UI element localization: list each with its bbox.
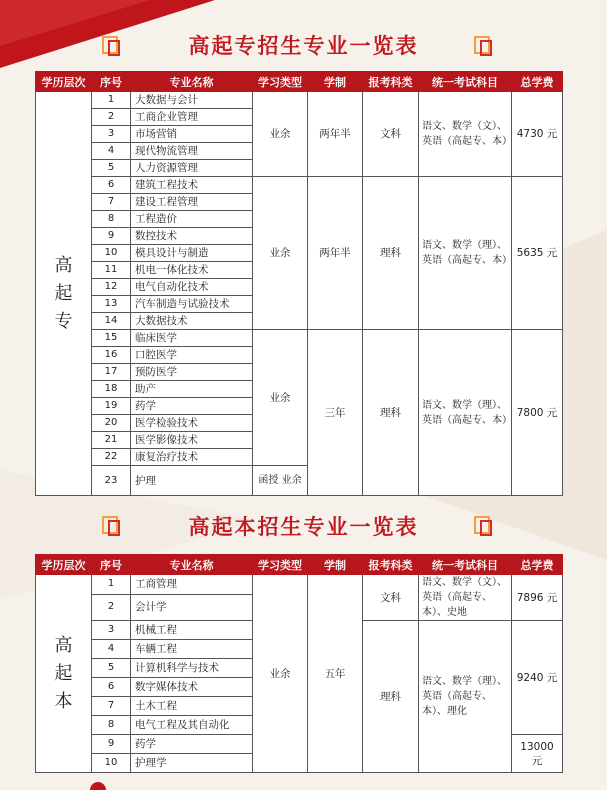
header-level: 学历层次 <box>36 555 92 575</box>
header-fee: 总学费 <box>512 555 563 575</box>
major-no: 6 <box>92 177 131 194</box>
study-type: 函授 业余 <box>253 466 308 496</box>
major-name: 人力资源管理 <box>131 160 253 177</box>
exam-subjects: 语文、数学（文）、英语（高起专、本）、史地 <box>419 575 512 621</box>
header-study-type: 学习类型 <box>253 72 308 92</box>
study-type: 业余 <box>253 177 308 330</box>
total-fee: 5635 元 <box>512 177 563 330</box>
title-ornament-right <box>474 516 496 538</box>
major-name: 工商管理 <box>131 575 253 595</box>
major-no: 1 <box>92 575 131 595</box>
total-fee: 4730 元 <box>512 92 563 177</box>
total-fee: 9240 元 <box>512 621 563 735</box>
total-fee: 13000 元 <box>512 735 563 773</box>
header-no: 序号 <box>92 72 131 92</box>
major-name: 建设工程管理 <box>131 194 253 211</box>
category: 理科 <box>363 330 419 496</box>
major-no: 23 <box>92 466 131 496</box>
major-no: 7 <box>92 194 131 211</box>
major-name: 医学影像技术 <box>131 432 253 449</box>
study-type: 业余 <box>253 92 308 177</box>
major-no: 3 <box>92 126 131 143</box>
major-name: 口腔医学 <box>131 347 253 364</box>
header-duration: 学制 <box>308 72 363 92</box>
zhuan-major-table <box>35 71 563 496</box>
major-no: 10 <box>92 245 131 262</box>
table-row <box>36 330 563 347</box>
major-no: 4 <box>92 640 131 659</box>
major-no: 5 <box>92 659 131 678</box>
zhuan-title-text: 高起专招生专业一览表 <box>188 34 419 58</box>
header-subjects: 统一考试科目 <box>419 72 512 92</box>
major-name: 助产 <box>131 381 253 398</box>
category: 理科 <box>363 621 419 773</box>
major-no: 4 <box>92 143 131 160</box>
header-category: 报考科类 <box>363 555 419 575</box>
major-name: 医学检验技术 <box>131 415 253 432</box>
major-no: 10 <box>92 754 131 773</box>
major-no: 13 <box>92 296 131 313</box>
study-type: 业余 <box>253 330 308 466</box>
major-name: 电气自动化技术 <box>131 279 253 296</box>
major-name: 市场营销 <box>131 126 253 143</box>
zhuan-title <box>0 27 607 63</box>
table-row <box>36 177 563 194</box>
major-name: 临床医学 <box>131 330 253 347</box>
study-type: 业余 <box>253 575 308 773</box>
table-header-row <box>36 72 563 92</box>
major-no: 7 <box>92 697 131 716</box>
major-no: 2 <box>92 594 131 620</box>
duration: 两年半 <box>308 177 363 330</box>
duration: 两年半 <box>308 92 363 177</box>
major-name: 工程造价 <box>131 211 253 228</box>
ben-title-text: 高起本招生专业一览表 <box>188 515 419 539</box>
header-no: 序号 <box>92 555 131 575</box>
level-cell <box>36 575 92 773</box>
major-name: 药学 <box>131 398 253 415</box>
header-major: 专业名称 <box>131 555 253 575</box>
level-cell <box>36 92 92 496</box>
ben-title <box>0 508 607 544</box>
major-name: 模具设计与制造 <box>131 245 253 262</box>
title-ornament-right <box>474 36 496 58</box>
major-no: 9 <box>92 735 131 754</box>
major-no: 8 <box>92 716 131 735</box>
exam-subjects: 语文、数学（文）、英语（高起专、本） <box>419 92 512 177</box>
category: 理科 <box>363 177 419 330</box>
major-no: 5 <box>92 160 131 177</box>
major-name: 车辆工程 <box>131 640 253 659</box>
duration: 三年 <box>308 330 363 496</box>
major-no: 19 <box>92 398 131 415</box>
major-no: 15 <box>92 330 131 347</box>
major-name: 电气工程及其自动化 <box>131 716 253 735</box>
major-name: 土木工程 <box>131 697 253 716</box>
major-name: 康复治疗技术 <box>131 449 253 466</box>
major-no: 3 <box>92 621 131 640</box>
major-name: 机电一体化技术 <box>131 262 253 279</box>
table-row <box>36 92 563 109</box>
major-name: 汽车制造与试验技术 <box>131 296 253 313</box>
major-no: 6 <box>92 678 131 697</box>
level-char: 起 <box>54 662 73 684</box>
major-name: 药学 <box>131 735 253 754</box>
major-no: 16 <box>92 347 131 364</box>
total-fee: 7800 元 <box>512 330 563 496</box>
major-no: 17 <box>92 364 131 381</box>
major-no: 2 <box>92 109 131 126</box>
header-category: 报考科类 <box>363 72 419 92</box>
header-subjects: 统一考试科目 <box>419 555 512 575</box>
duration: 五年 <box>308 575 363 773</box>
major-no: 18 <box>92 381 131 398</box>
ben-major-table <box>35 554 563 773</box>
major-no: 9 <box>92 228 131 245</box>
header-major: 专业名称 <box>131 72 253 92</box>
major-name: 护理 <box>131 466 253 496</box>
table-header-row <box>36 555 563 575</box>
major-name: 数控技术 <box>131 228 253 245</box>
major-name: 数字媒体技术 <box>131 678 253 697</box>
level-char: 本 <box>54 690 73 712</box>
major-no: 11 <box>92 262 131 279</box>
level-char: 起 <box>54 282 73 304</box>
level-char: 高 <box>54 634 73 656</box>
major-no: 20 <box>92 415 131 432</box>
major-name: 计算机科学与技术 <box>131 659 253 678</box>
major-name: 预防医学 <box>131 364 253 381</box>
major-no: 1 <box>92 92 131 109</box>
exam-subjects: 语文、数学（理）、英语（高起专、本） <box>419 177 512 330</box>
table-row <box>36 575 563 595</box>
major-name: 工商企业管理 <box>131 109 253 126</box>
major-no: 8 <box>92 211 131 228</box>
major-name: 建筑工程技术 <box>131 177 253 194</box>
header-duration: 学制 <box>308 555 363 575</box>
level-char: 高 <box>54 254 73 276</box>
major-name: 大数据与会计 <box>131 92 253 109</box>
header-fee: 总学费 <box>512 72 563 92</box>
major-no: 21 <box>92 432 131 449</box>
exam-subjects: 语文、数学（理）、英语（高起专、本）、理化 <box>419 621 512 773</box>
major-name: 现代物流管理 <box>131 143 253 160</box>
major-name: 大数据技术 <box>131 313 253 330</box>
major-name: 会计学 <box>131 594 253 620</box>
level-char: 专 <box>54 310 73 332</box>
major-name: 护理学 <box>131 754 253 773</box>
major-no: 14 <box>92 313 131 330</box>
total-fee: 7896 元 <box>512 575 563 621</box>
category: 文科 <box>363 575 419 621</box>
major-no: 12 <box>92 279 131 296</box>
level-text <box>38 632 89 716</box>
exam-subjects: 语文、数学（理）、英语（高起专、本） <box>419 330 512 496</box>
level-text <box>38 252 89 336</box>
category: 文科 <box>363 92 419 177</box>
major-name: 机械工程 <box>131 621 253 640</box>
major-no: 22 <box>92 449 131 466</box>
header-level: 学历层次 <box>36 72 92 92</box>
header-study-type: 学习类型 <box>253 555 308 575</box>
